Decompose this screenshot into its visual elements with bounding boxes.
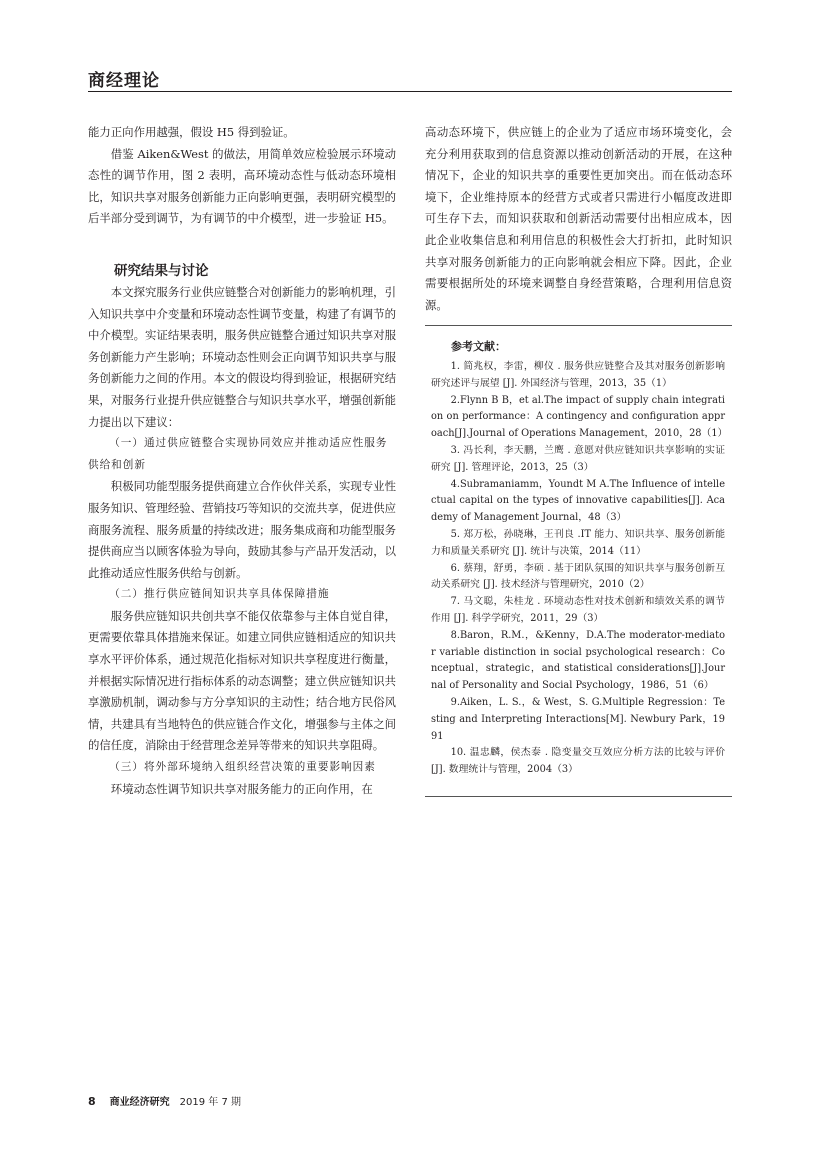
reference-item: 10. 温忠麟，侯杰泰 . 隐变量交互效应分析方法的比较与评价 [J]. 数理统计与管理，2004（3） [431,747,725,776]
continuation-paragraph: 高动态环境下，供应链上的企业为了适应市场环境变化，会充分利用获取到的信息资源以推动创新活动的开展，在这种情况下，企业的知识共享的重要性更加突出。而在低动态环境下，企业维持原本的经营方式或者只需进行小幅度改进即可生存下去，而知识获取和创新活动需要付出相应成本，因此企业收集信息和利用信息的积极性会大打折扣，此时知识共享对服务创新能力的正向影响就会相应下降。因此，企业需要根据所处的环境来调整自身经营策略，合理利用信息资源。 [425,125,732,312]
paragraph-1: 能力正向作用越强，假设 H5 得到验证。 [88,125,295,139]
subsection-3-body: 环境动态性调节知识共享对服务能力的正向作用，在 [110,781,373,796]
reference-item: 2.Flynn B B，et al.The impact of supply chain integration on performance：A contingency and configuration approach[J].Journal of Operations Management，2010，28（1） [431,394,728,440]
section-heading: 研究结果与讨论 [114,262,209,279]
references-top-divider [425,325,732,326]
intro-paragraph: 本文探究服务行业供应链整合对创新能力的影响机理，引入知识共享中介变量和环境动态性调节变量，构建了有调节的中介模型。实证结果表明，服务供应链整合通过知识共享对服务创新能力产生影响；环境动态性则会正向调节知识共享与服务创新能力之间的作用。本文的假设均得到验证，根据研究结果，对服务行业提升供应链整合与知识共享水平，增强创新能力提出以下建议： [88,284,396,429]
right-column [425,122,732,316]
subheading-1: （一）通过供应链整合实现协同效应并推动适应性服务供给和创新 [88,437,388,471]
reference-item: 5. 郑万松，孙晓琳，王刊良 .IT 能力、知识共享、服务创新能力和质量关系研究 [J]. 统计与决策，2014（11） [431,528,725,557]
page-number: 8 [88,1095,96,1108]
reference-item: 1. 简兆权，李雷，柳仪 . 服务供应链整合及其对服务创新影响研究述评与展望 [J]. 外国经济与管理，2013，35（1） [431,361,725,389]
header-divider [88,91,732,92]
page-footer [88,1093,241,1108]
reference-item: 6. 蔡翔，舒勇，李硕 . 基于团队氛围的知识共享与服务创新互动关系研究 [J]. 技术经济与管理研究，2010（2） [431,562,725,591]
reference-item: 8.Baron，R.M.，&Kenny，D.A.The moderator-mediator variable distinction in social psychological research：Conceptual，strategic，and statistical considerations[J].Journal of Personality and Social Psychology，1986，51（6） [431,629,725,692]
references-block [431,339,728,779]
subheading-2: （二）推行供应链间知识共享具体保障措施 [109,588,330,601]
subheading-3: （三）将外部环境纳入组织经营决策的重要影响因素 [109,761,376,774]
reference-item: 9.Aiken，L. S.，& West，S. G.Multiple Regression：Testing and Interpreting Interactions[M]. Newbury Park，1991 [431,696,725,742]
reference-item: 4.Subramaniamm，Youndt M A.The Influence of intellectual capital on the types of innovative capabilities[J]. Academy of Management Journal，48（3） [431,478,725,524]
journal-name: 商业经济研究 [109,1097,170,1108]
references-bottom-divider [425,796,732,797]
subsection-1-body: 积极同功能型服务提供商建立合作伙伴关系，实现专业性服务知识、管理经验、营销技巧等知识的交流共享，促进供应商服务流程、服务质量的持续改进；服务集成商和功能型服务提供商应当以顾客体验为导向，鼓励其参与产品开发活动，以此推动适应性服务供给与创新。 [88,479,396,580]
issue-label: 2019 年 7 期 [179,1097,242,1108]
reference-item: 3. 冯长利，李天鹏，兰鹰 . 意愿对供应链知识共享影响的实证研究 [J]. 管理评论，2013，25（3） [431,444,725,473]
reference-item: 7. 马文聪，朱桂龙 . 环境动态性对技术创新和绩效关系的调节作用 [J]. 科学学研究，2011，29（3） [431,596,725,624]
journal-section-title: 商经理论 [88,71,160,91]
references-title: 参考文献： [451,340,506,353]
subsection-2-body: 服务供应链知识共创共享不能仅依靠参与主体自觉自律，更需要依靠具体措施来保证。如建立同供应链相适应的知识共享水平评价体系，通过规范化指标对知识共享程度进行衡量，并根据实际情况进行指标体系的动态调整；建立供应链知识共享激励机制，调动参与方分享知识的主动性；结合地方民俗风情，共建具有当地特色的供应链合作文化，增强参与主体之间的信任度，消除由于经营理念差异等带来的知识共享阻碍。 [88,608,396,753]
left-column [88,122,396,800]
paragraph-2: 借鉴 Aiken&West 的做法，用简单效应检验展示环境动态性的调节作用，图 2 表明，高环境动态性与低动态环境相比，知识共享对服务创新能力正向影响更强，表明研究模型的后半部分受到调节，为有调节的中介模型，进一步验证 H5。 [88,146,396,226]
